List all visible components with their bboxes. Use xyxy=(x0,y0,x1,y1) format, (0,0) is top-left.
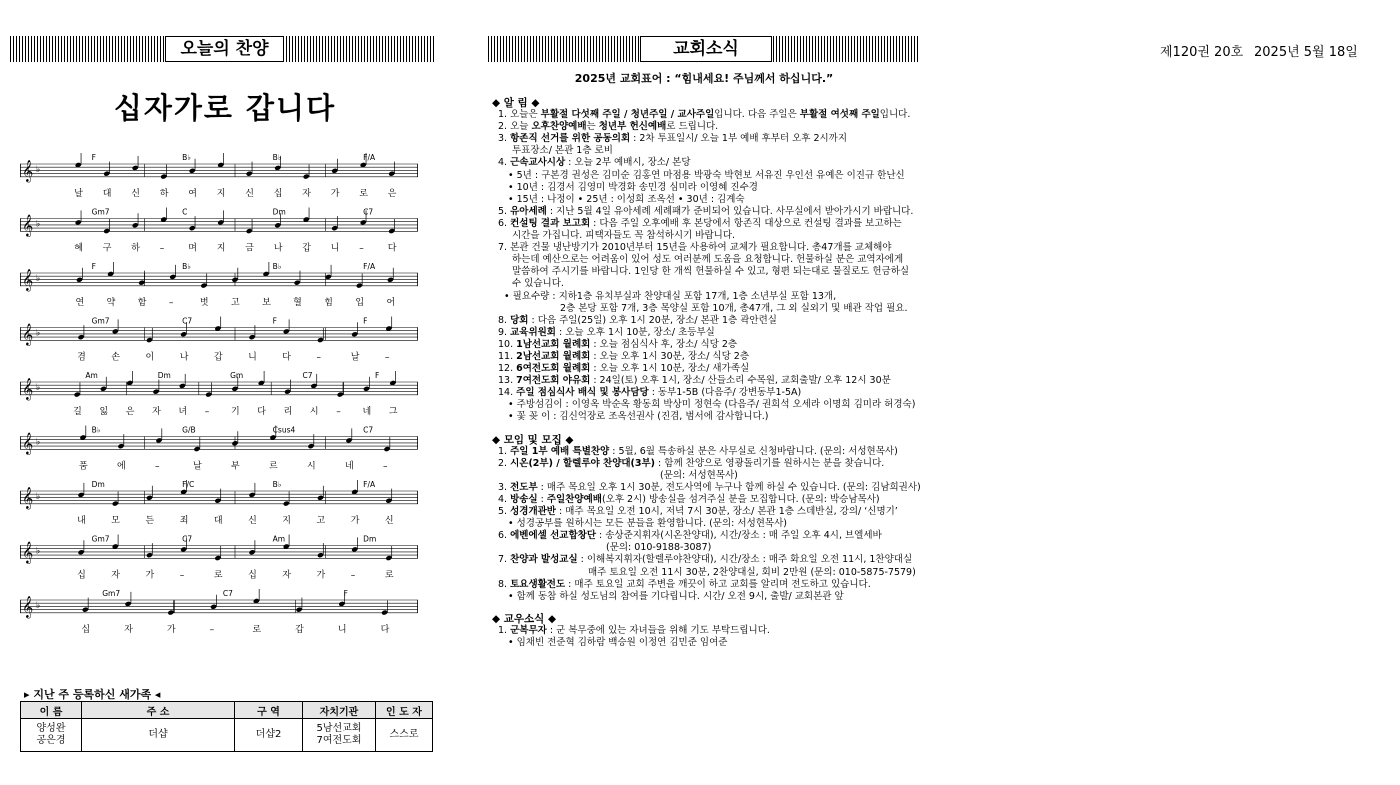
meetings-heading: ◆ 모임 및 모집 ◆ xyxy=(492,433,574,446)
treble-clef-icon: 𝄞 xyxy=(22,214,34,237)
announcements-heading: ◆ 알 림 ◆ xyxy=(492,97,540,109)
music-system xyxy=(20,371,418,417)
new-members-table-title: ▸ 지난 주 등록하신 새가족 ◂ xyxy=(24,688,161,701)
member-guide: 스스로 xyxy=(376,719,433,752)
lyric-syllable: 신 xyxy=(248,516,257,526)
lyric-syllable: 가 xyxy=(145,570,155,581)
flat-icon: ♭ xyxy=(36,328,41,339)
list-item: 1. 오늘은 부활절 다섯째 주일 / 청년주일 / 교사주일입니다. 다음 주일은 부활절 여섯째 주일입니다. xyxy=(498,109,911,121)
chord-symbol: Gm7 xyxy=(91,316,110,326)
treble-clef-icon: 𝄞 xyxy=(22,323,34,346)
flat-icon: ♭ xyxy=(36,383,41,393)
table-row xyxy=(21,719,433,752)
lyric-syllable: 가 xyxy=(166,625,176,635)
chord-symbol: F/C xyxy=(182,480,195,489)
lyric-syllable: 로 xyxy=(252,625,262,635)
chord-symbol: B♭ xyxy=(272,480,282,489)
music-system xyxy=(20,262,418,308)
lyric-syllable: 날 xyxy=(193,461,202,472)
lyric-syllable: 길 xyxy=(73,407,82,417)
list-item: 1. 주일 1부 예배 특별찬양 : 5월, 6월 특송하실 분은 사무실로 신청바랍니다. (문의: 서성현목사) xyxy=(498,445,898,457)
music-system xyxy=(20,480,418,526)
lyric-syllable: 니 xyxy=(337,625,347,635)
flat-icon: ♭ xyxy=(36,165,41,175)
chord-symbol: C7 xyxy=(363,207,374,217)
chord-symbol: Am xyxy=(272,534,286,544)
music-system xyxy=(20,317,418,363)
list-item: 3. 항존직 선거를 위한 공동의회 : 2차 투표일시/ 오늘 1부 예배 후부터 오후 2시까지 xyxy=(498,133,848,145)
lyric-syllable: 시 xyxy=(309,407,319,417)
lyric-syllable: 어 xyxy=(386,298,396,308)
music-system xyxy=(20,153,418,199)
chord-symbol: C xyxy=(182,207,188,217)
list-item: 6. 에벤에셀 선교합창단 : 송상준지휘자(시온찬양대), 시간/장소 : 매 주일 오후 4시, 브엘세바 xyxy=(498,530,882,542)
lyric-syllable: 내 xyxy=(77,516,86,526)
lyric-syllable: 자 xyxy=(111,570,121,581)
chord-symbol: C7 xyxy=(222,589,233,598)
lyric-syllable: 보 xyxy=(262,298,271,308)
list-item: 3. 전도부 : 매주 목요일 오후 1시 30분, 전도사역에 누구나 함께 하실 수 있습니다. (문의: 김남희권사) xyxy=(498,481,921,493)
list-item: 6. 컨설팅 결과 보고회 : 다음 주일 오후예배 후 본당에서 항존직 대상으로 컨설팅 결과를 보고하는 xyxy=(498,217,902,229)
chord-symbol: F xyxy=(374,371,380,380)
lyric-syllable: 여 xyxy=(188,189,197,199)
lyric-syllable: 로 xyxy=(384,570,394,581)
lyric-syllable: 대 xyxy=(213,516,223,526)
col-organization: 자치기관 xyxy=(303,702,376,719)
chord-symbol: Gm7 xyxy=(91,207,110,217)
list-item: 9. 교육위원회 : 오늘 오후 1시 10분, 장소/ 초등부실 xyxy=(498,326,715,338)
lyric-syllable: 하 xyxy=(131,243,140,254)
lyric-syllable: 르 xyxy=(269,461,278,472)
lyric-syllable: 혜 xyxy=(74,243,83,254)
chord-symbol: B♭ xyxy=(91,425,101,435)
lyric-syllable: – xyxy=(359,243,364,254)
right-section-banner xyxy=(488,36,920,62)
member-names: 양성완 공은경 xyxy=(21,719,82,752)
chord-symbol: F/A xyxy=(363,480,376,489)
lyric-syllable: 신 xyxy=(245,189,254,199)
chord-symbol: Am xyxy=(85,371,98,380)
list-item: 7. 본관 건물 냉난방기가 2010년부터 15년을 사용하여 교체가 필요합니다. 총47개를 교체해야 xyxy=(498,242,892,254)
lyric-syllable: – xyxy=(383,461,388,472)
list-item: 5. 유아세례 : 지난 5월 4일 유아세례 세례패가 준비되어 있습니다. 사무실에서 받아가시기 바랍니다. xyxy=(498,205,914,217)
list-subitem: • 함께 동참 하실 성도님의 참여를 기다립니다. 시간/ 오전 9시, 출발/ 교회본관 앞 xyxy=(508,590,844,602)
list-item: 11. 2남선교회 월례회 : 오늘 오후 1시 30분, 장소/ 식당 2층 xyxy=(498,350,750,362)
chord-symbol: F/A xyxy=(363,153,376,162)
lyric-syllable: 지 xyxy=(216,243,226,254)
lyric-syllable: 에 xyxy=(117,461,126,472)
treble-clef-icon: 𝄞 xyxy=(22,596,34,618)
list-item-continued: 투표장소/ 본관 1층 로비 xyxy=(512,145,613,157)
lyric-syllable: 십 xyxy=(273,189,283,199)
list-subitem: • 성경공부를 원하시는 모든 분들을 환영합니다. (문의: 서성현목사) xyxy=(508,518,787,530)
lyric-syllable: 든 xyxy=(145,516,155,526)
chord-symbol: C7 xyxy=(182,316,193,326)
lyric-syllable: 다 xyxy=(257,407,267,417)
lyric-syllable: 힘 xyxy=(324,298,333,308)
col-district: 구 역 xyxy=(235,702,303,719)
music-system xyxy=(20,589,418,635)
lyric-syllable: 자 xyxy=(302,189,311,199)
lyric-syllable: 시 xyxy=(307,461,316,472)
lyric-syllable: – xyxy=(168,298,174,308)
col-guide: 인 도 자 xyxy=(376,702,433,719)
list-item: 8. 당회 : 다음 주일(25일) 오후 1시 20분, 장소/ 본관 1층 곽안련실 xyxy=(498,314,777,326)
lyric-syllable: 가 xyxy=(330,189,340,199)
list-subitem: • 10년 : 김경서 김영미 박경화 송민경 심미라 이영혜 진수경 xyxy=(508,181,758,193)
lyric-syllable: 자 xyxy=(282,570,292,581)
list-item-continued: 매주 토요일 오전 11시 30분, 2찬양대실, 회비 2만원 (문의: 010-5875-7579) xyxy=(588,566,916,578)
flat-icon: ♭ xyxy=(36,274,41,284)
lyric-syllable: 다 xyxy=(387,243,397,254)
lyric-syllable: 은 xyxy=(125,407,135,417)
lyric-syllable: – xyxy=(350,570,356,581)
list-subitem: • 주방섬김이 : 이영옥 박순옥 황동희 박상미 정현숙 (다음주/ 권희석 오세라 이명희 김미라 허경숙) xyxy=(508,399,916,411)
lyric-syllable: 갑 xyxy=(302,243,311,254)
list-item: 14. 주일 점심식사 배식 및 봉사담당 : 동부1-5B (다음주/ 강변동부1-5A) xyxy=(498,387,802,399)
lyric-syllable: 구 xyxy=(102,243,112,254)
lyric-syllable: 이 xyxy=(145,352,155,363)
lyric-syllable: – xyxy=(204,407,210,417)
list-subitem: • 5년 : 구본경 권성은 김미순 김홍연 마점용 박광숙 박현보 서유진 우인선 유예은 이진규 한난신 xyxy=(508,169,905,181)
chord-symbol: C7 xyxy=(363,425,374,435)
treble-clef-icon: 𝄞 xyxy=(22,432,34,455)
lyric-syllable: – xyxy=(209,625,215,635)
chord-symbol: Dm xyxy=(272,207,286,217)
church-motto: 2025년 교회표어 : “힘내세요! 주님께서 하십니다.” xyxy=(574,72,834,85)
music-system xyxy=(20,208,418,254)
list-item-continued: 하는데 예산으로는 어려움이 있어 성도 여러분께 도움을 요청합니다. 헌물하실 분은 교역자에게 xyxy=(512,254,904,266)
lyric-syllable: 약 xyxy=(106,298,116,308)
chord-symbol: B♭ xyxy=(182,153,191,162)
member-address: 더샵 xyxy=(82,719,235,752)
col-name: 이 름 xyxy=(21,702,82,719)
chord-symbol: Gm xyxy=(230,371,244,380)
lyric-syllable: 지 xyxy=(216,189,226,199)
lyric-syllable: 입 xyxy=(355,298,365,308)
chord-symbol: G/B xyxy=(182,425,196,435)
lyric-syllable: 가 xyxy=(316,570,326,581)
lyric-syllable: 니 xyxy=(330,243,340,254)
lyric-syllable: 신 xyxy=(131,189,140,199)
list-item-continued: 시간을 가집니다. 피택자들도 꼭 참석하시기 바랍니다. xyxy=(512,230,736,242)
lyric-syllable: – xyxy=(179,570,185,581)
chord-symbol: B♭ xyxy=(272,153,282,162)
lyric-syllable: 다 xyxy=(282,352,292,363)
lyric-syllable: 연 xyxy=(75,298,85,308)
list-subitem: • 15년 : 나정이 • 25년 : 이성희 조옥선 • 30년 : 김계숙 xyxy=(508,193,745,205)
list-item-continued: 2층 본당 포함 7개, 3층 목양실 포함 10개, 총47개, 그 외 실외기 및 배관 작업 필요. xyxy=(560,302,908,314)
lyric-syllable: 네 xyxy=(345,461,354,472)
flat-icon: ♭ xyxy=(36,437,41,448)
lyric-syllable: 십 xyxy=(77,570,86,581)
chord-symbol: F/A xyxy=(363,262,376,271)
list-item: 4. 근속교사시상 : 오늘 2부 예배시, 장소/ 본당 xyxy=(498,157,691,169)
chord-symbol: B♭ xyxy=(272,262,282,271)
lyric-syllable: 그 xyxy=(388,407,398,417)
lyric-syllable: 나 xyxy=(179,352,189,363)
list-subitem: • 필요수량 : 지하1층 유치부실과 찬양대실 포함 17개, 1층 소년부실 포함 13개, xyxy=(504,290,837,302)
lyric-syllable: – xyxy=(336,407,341,417)
treble-clef-icon: 𝄞 xyxy=(22,487,34,509)
list-item-continued: (문의: 서성현목사) xyxy=(660,469,738,481)
lyric-syllable: 다 xyxy=(380,625,390,635)
list-subitem: • 꽃 꽂 이 : 김신억장로 조옥선권사 (진겸, 범서에 감사합니다.) xyxy=(508,411,769,423)
lyric-syllable: – xyxy=(384,352,390,363)
list-item: 5. 성경개관반 : 매주 목요일 오전 10시, 저녁 7시 30분, 장소/ 본관 1층 스데반실, 강의/ ‘신명기’ xyxy=(498,506,898,518)
lyric-syllable: 손 xyxy=(111,352,121,363)
lyric-syllable: 녀 xyxy=(178,407,188,417)
list-item: 10. 1남선교회 월례회 : 오늘 점심식사 후, 장소/ 식당 2층 xyxy=(498,338,738,350)
lyric-syllable: 고 xyxy=(316,516,326,526)
chord-symbol: Csus4 xyxy=(272,425,296,435)
treble-clef-icon: 𝄞 xyxy=(22,160,34,182)
flat-icon: ♭ xyxy=(36,492,41,502)
chord-symbol: Dm xyxy=(91,480,105,489)
lyric-syllable: 대 xyxy=(102,189,112,199)
sheet-music xyxy=(20,150,420,640)
chord-symbol: C7 xyxy=(182,534,193,544)
chord-symbol: F xyxy=(343,589,348,598)
member-news-heading: ◆ 교우소식 ◆ xyxy=(492,612,557,625)
lyric-syllable: 자 xyxy=(152,407,161,417)
flat-icon: ♭ xyxy=(36,219,41,230)
lyric-syllable: 품 xyxy=(79,461,88,472)
chord-symbol: Gm7 xyxy=(102,589,121,598)
chord-symbol: F xyxy=(91,262,97,271)
lyric-syllable: 벗 xyxy=(199,298,209,308)
lyric-syllable: 자 xyxy=(124,625,133,635)
chord-symbol: F xyxy=(91,153,97,162)
lyric-syllable: 갑 xyxy=(213,352,223,363)
new-members-table xyxy=(20,701,433,752)
chord-symbol: Gm7 xyxy=(91,534,110,544)
issue-date: 2025년 5월 18일 xyxy=(1254,45,1358,60)
lyric-syllable: 하 xyxy=(159,189,169,199)
list-item: 7. 찬양과 발성교실 : 이해복지휘자(할렐루야찬양대), 시간/장소 : 매주 화요일 오전 11시, 1찬양대실 xyxy=(498,554,913,566)
right-section-title: 교회소식 xyxy=(640,36,772,62)
lyric-syllable: 잃 xyxy=(99,407,109,417)
music-system xyxy=(20,426,418,472)
list-item: 8. 토요생활전도 : 매주 토요일 교회 주변을 깨끗이 하고 교회를 알리며 전도하고 있습니다. xyxy=(498,578,871,590)
lyric-syllable: 모 xyxy=(111,516,121,526)
lyric-syllable: 가 xyxy=(350,516,360,526)
flat-icon: ♭ xyxy=(36,601,41,611)
church-news xyxy=(492,95,920,649)
lyric-syllable: 고 xyxy=(231,298,240,308)
music-system xyxy=(20,535,418,581)
list-subitem: • 임채빈 전준혁 김하람 백승원 이정연 김민준 임여준 xyxy=(508,637,728,649)
lyric-syllable: – xyxy=(159,243,165,254)
lyric-syllable: 날 xyxy=(350,352,360,363)
lyric-syllable: 네 xyxy=(362,407,372,417)
chord-symbol: C7 xyxy=(302,371,313,380)
lyric-syllable: 신 xyxy=(384,516,394,526)
list-item: 1. 군복무자 : 군 복무중에 있는 자녀들을 위해 기도 부탁드립니다. xyxy=(498,624,770,636)
lyric-syllable: 니 xyxy=(248,352,257,363)
left-section-title: 오늘의 찬양 xyxy=(165,36,284,62)
lyric-syllable: 혈 xyxy=(293,298,302,308)
member-organization: 5남선교회 7여전도회 xyxy=(303,719,376,752)
lyric-syllable: 날 xyxy=(74,189,83,199)
lyric-syllable: 며 xyxy=(188,243,197,254)
list-item: 2. 오늘 오후찬양예배는 청년부 헌신예배로 드립니다. xyxy=(498,121,719,133)
chord-symbol: B♭ xyxy=(182,262,191,271)
lyric-syllable: 금 xyxy=(245,243,254,254)
lyric-syllable: 은 xyxy=(387,189,397,199)
chord-symbol: F xyxy=(363,316,368,326)
lyric-syllable: 함 xyxy=(137,298,147,308)
member-district: 더샵2 xyxy=(235,719,303,752)
lyric-syllable: 나 xyxy=(273,243,283,254)
list-item-continued: (문의: 010-9188-3087) xyxy=(606,542,712,554)
treble-clef-icon: 𝄞 xyxy=(22,541,34,564)
lyric-syllable: 로 xyxy=(213,570,223,581)
list-item: 2. 시온(2부) / 할렐루야 찬양대(3부) : 함께 찬양으로 영광돌리기를 원하시는 분을 찾습니다. xyxy=(498,457,885,469)
lyric-syllable: 로 xyxy=(359,189,368,199)
issue-number: 제120권 20호 xyxy=(1160,45,1244,60)
treble-clef-icon: 𝄞 xyxy=(22,269,34,291)
hymn-title: 십자가로 갑니다 xyxy=(113,91,337,125)
chord-symbol: Dm xyxy=(157,371,171,380)
lyric-syllable: 십 xyxy=(81,625,91,635)
chord-symbol: Dm xyxy=(363,534,377,544)
lyric-syllable: 십 xyxy=(248,570,257,581)
list-item-continued: 말씀하여 주시기를 바랍니다. 1인당 한 개씩 헌물하실 수 있고, 형편 되는대로 물질로도 헌금하실 xyxy=(512,266,910,278)
chord-symbol: F xyxy=(272,316,278,326)
lyric-syllable: 부 xyxy=(231,461,240,472)
lyric-syllable: – xyxy=(316,352,321,363)
lyric-syllable: 겸 xyxy=(77,352,86,363)
list-item-continued: 수 있습니다. xyxy=(512,278,564,290)
list-item: 13. 7여전도회 야유회 : 24일(토) 오후 1시, 장소/ 산들소리 수목원, 교회출발/ 오후 12시 30분 xyxy=(498,375,891,387)
left-section-banner xyxy=(10,36,434,62)
list-item: 12. 6여전도회 월례회 : 오늘 오후 1시 10분, 장소/ 새가족실 xyxy=(498,363,750,375)
lyric-syllable: 지 xyxy=(282,516,292,526)
lyric-syllable: 기 xyxy=(231,407,240,417)
treble-clef-icon: 𝄞 xyxy=(22,378,34,400)
col-address: 주 소 xyxy=(82,702,235,719)
lyric-syllable: 죄 xyxy=(179,516,189,526)
lyric-syllable: – xyxy=(155,461,160,472)
lyric-syllable: 갑 xyxy=(295,625,304,635)
list-item: 4. 방송실 : 주일찬양예배(오후 2시) 방송실을 섬겨주실 분을 모집합니다. (문의: 박승남목사) xyxy=(498,494,880,505)
lyric-syllable: 리 xyxy=(283,407,293,417)
flat-icon: ♭ xyxy=(36,546,41,557)
